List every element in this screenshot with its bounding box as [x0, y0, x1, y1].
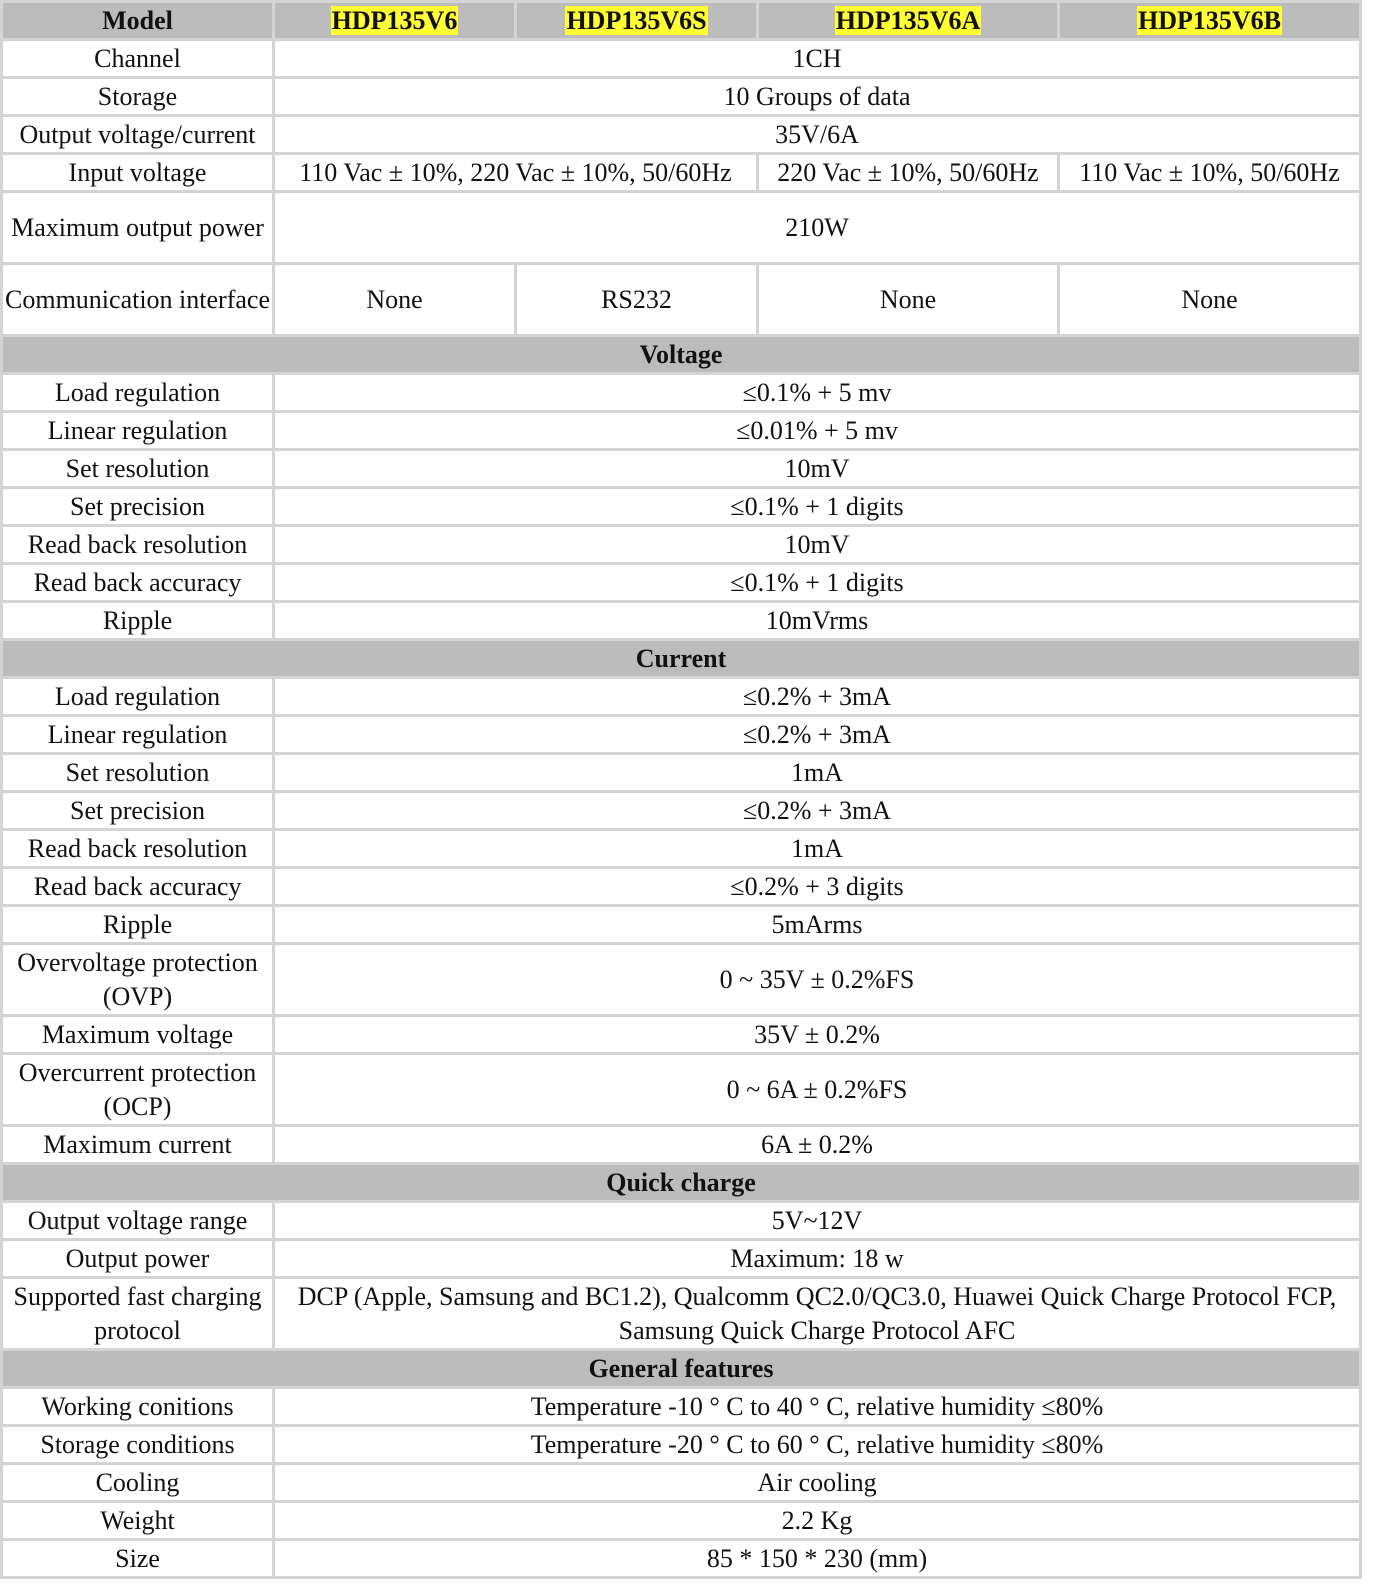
row-value: 220 Vac ± 10%, 50/60Hz [758, 154, 1059, 192]
table-row [2, 792, 1361, 830]
table-row [2, 374, 1361, 412]
table-row [2, 602, 1361, 640]
table-row [2, 906, 1361, 944]
row-label: Read back accuracy [2, 564, 274, 602]
row-label: Maximum current [2, 1126, 274, 1164]
row-value: Temperature -20 ° C to 60 ° C, relative humidity ≤80% [274, 1426, 1361, 1464]
table-row [2, 1278, 1361, 1350]
row-value: 85 * 150 * 230 (mm) [274, 1540, 1361, 1578]
table-row [2, 1054, 1361, 1126]
row-value: 0 ~ 6A ± 0.2%FS [274, 1054, 1361, 1126]
row-value: 6A ± 0.2% [274, 1126, 1361, 1164]
row-label: Load regulation [2, 374, 274, 412]
model-header-label: Model [2, 2, 274, 40]
table-row [2, 868, 1361, 906]
model-header-cell [516, 2, 758, 40]
row-label: Ripple [2, 602, 274, 640]
row-label: Input voltage [2, 154, 274, 192]
row-label: Ripple [2, 906, 274, 944]
section-title-voltage: Voltage [2, 336, 1361, 374]
row-label: Storage [2, 78, 274, 116]
row-label: Maximum voltage [2, 1016, 274, 1054]
table-row [2, 564, 1361, 602]
row-value: Air cooling [274, 1464, 1361, 1502]
row-label: Read back accuracy [2, 868, 274, 906]
row-value: ≤0.1% + 5 mv [274, 374, 1361, 412]
table-row [2, 116, 1361, 154]
section-header-row [2, 640, 1361, 678]
table-row [2, 450, 1361, 488]
row-value: None [274, 264, 516, 336]
row-label: Size [2, 1540, 274, 1578]
row-label: Overvoltage protection (OVP) [2, 944, 274, 1016]
row-value: ≤0.2% + 3mA [274, 792, 1361, 830]
row-label: Working conitions [2, 1388, 274, 1426]
table-row [2, 264, 1361, 336]
row-label: Overcurrent protection (OCP) [2, 1054, 274, 1126]
row-value: ≤0.2% + 3 digits [274, 868, 1361, 906]
table-row [2, 412, 1361, 450]
table-row [2, 944, 1361, 1016]
table-row [2, 830, 1361, 868]
header-row [2, 2, 1361, 40]
row-label: Weight [2, 1502, 274, 1540]
model-name-v6: HDP135V6 [331, 5, 458, 35]
row-label: Communication interface [2, 264, 274, 336]
table-row [2, 754, 1361, 792]
table-row [2, 1426, 1361, 1464]
table-row [2, 1016, 1361, 1054]
row-label: Load regulation [2, 678, 274, 716]
row-value: ≤0.1% + 1 digits [274, 488, 1361, 526]
row-label: Set resolution [2, 450, 274, 488]
row-value: None [1059, 264, 1361, 336]
row-label: Set resolution [2, 754, 274, 792]
row-value: 2.2 Kg [274, 1502, 1361, 1540]
table-row [2, 526, 1361, 564]
table-row [2, 40, 1361, 78]
row-value: ≤0.01% + 5 mv [274, 412, 1361, 450]
table-row [2, 1240, 1361, 1278]
row-label: Channel [2, 40, 274, 78]
row-value: 10mV [274, 450, 1361, 488]
row-value: ≤0.1% + 1 digits [274, 564, 1361, 602]
section-title-quick-charge: Quick charge [2, 1164, 1361, 1202]
row-label: Read back resolution [2, 830, 274, 868]
row-value: ≤0.2% + 3mA [274, 678, 1361, 716]
row-label: Linear regulation [2, 716, 274, 754]
section-title-general-features: General features [2, 1350, 1361, 1388]
row-label: Maximum output power [2, 192, 274, 264]
table-row [2, 1502, 1361, 1540]
table-row [2, 1540, 1361, 1578]
row-label: Output power [2, 1240, 274, 1278]
table-row [2, 1202, 1361, 1240]
row-label: Output voltage/current [2, 116, 274, 154]
table-row [2, 1126, 1361, 1164]
table-row [2, 488, 1361, 526]
row-label: Supported fast charging protocol [2, 1278, 274, 1350]
model-header-cell [758, 2, 1059, 40]
row-value: 0 ~ 35V ± 0.2%FS [274, 944, 1361, 1016]
section-header-row [2, 336, 1361, 374]
model-name-v6s: HDP135V6S [566, 5, 707, 35]
row-value: None [758, 264, 1059, 336]
table-row [2, 154, 1361, 192]
row-label: Cooling [2, 1464, 274, 1502]
row-value: 110 Vac ± 10%, 220 Vac ± 10%, 50/60Hz [274, 154, 758, 192]
row-value: RS232 [516, 264, 758, 336]
row-value: Temperature -10 ° C to 40 ° C, relative humidity ≤80% [274, 1388, 1361, 1426]
table-row [2, 1464, 1361, 1502]
row-value: 10 Groups of data [274, 78, 1361, 116]
model-name-v6b: HDP135V6B [1138, 5, 1281, 35]
row-label: Read back resolution [2, 526, 274, 564]
row-label: Set precision [2, 488, 274, 526]
model-header-cell [274, 2, 516, 40]
row-value: 110 Vac ± 10%, 50/60Hz [1059, 154, 1361, 192]
row-value: Maximum: 18 w [274, 1240, 1361, 1278]
row-value: 5V~12V [274, 1202, 1361, 1240]
section-header-row [2, 1350, 1361, 1388]
row-value: 210W [274, 192, 1361, 264]
table-row [2, 192, 1361, 264]
row-value: 1mA [274, 754, 1361, 792]
row-value: 35V ± 0.2% [274, 1016, 1361, 1054]
row-value: 1CH [274, 40, 1361, 78]
row-label: Set precision [2, 792, 274, 830]
table-row [2, 716, 1361, 754]
row-value: 10mV [274, 526, 1361, 564]
row-label: Storage conditions [2, 1426, 274, 1464]
row-value: ≤0.2% + 3mA [274, 716, 1361, 754]
model-header-cell [1059, 2, 1361, 40]
row-value: 10mVrms [274, 602, 1361, 640]
section-title-current: Current [2, 640, 1361, 678]
table-row [2, 78, 1361, 116]
table-row [2, 1388, 1361, 1426]
model-name-v6a: HDP135V6A [835, 5, 981, 35]
section-header-row [2, 1164, 1361, 1202]
row-value: 35V/6A [274, 116, 1361, 154]
row-value: DCP (Apple, Samsung and BC1.2), Qualcomm QC2.0/QC3.0, Huawei Quick Charge Protocol FCP, Samsung Quick Charge Protocol AFC [274, 1278, 1361, 1350]
row-value: 1mA [274, 830, 1361, 868]
row-label: Linear regulation [2, 412, 274, 450]
row-label: Output voltage range [2, 1202, 274, 1240]
row-value: 5mArms [274, 906, 1361, 944]
table-row [2, 678, 1361, 716]
